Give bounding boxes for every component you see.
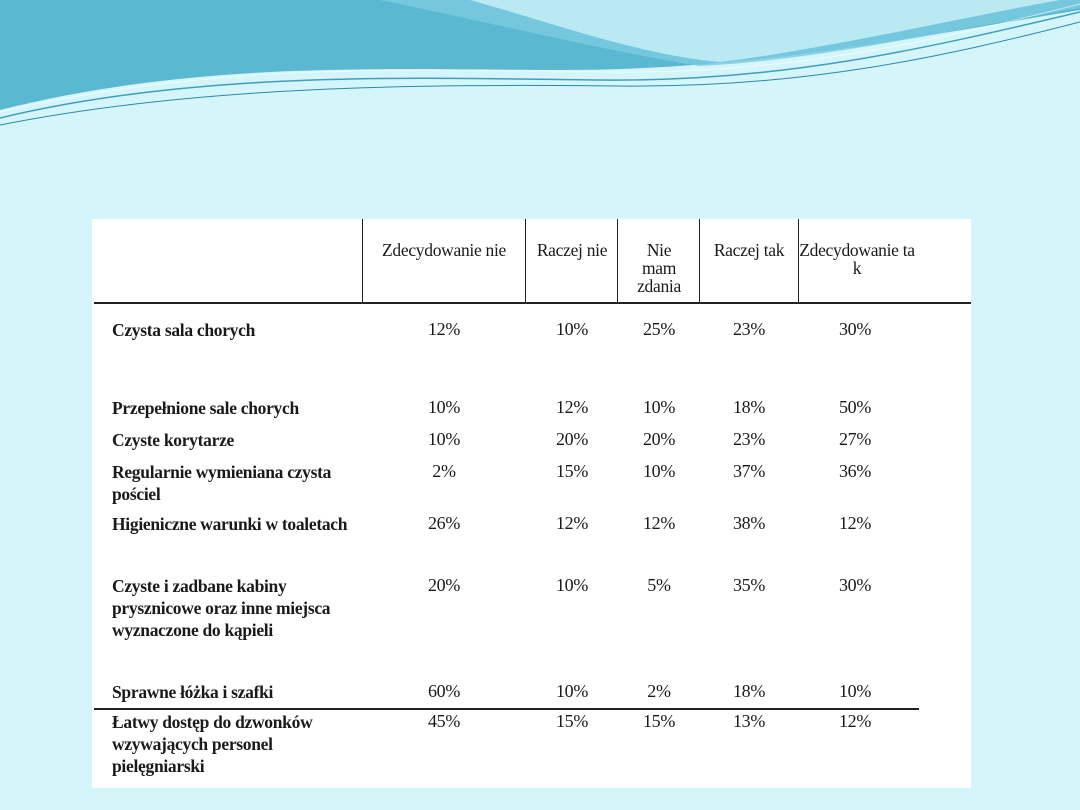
table-cell: 36% bbox=[838, 461, 872, 481]
table-cell: 45% bbox=[427, 711, 461, 731]
table-cell: 37% bbox=[732, 461, 766, 481]
row-label: Higieniczne warunki w toaletach bbox=[112, 514, 348, 534]
table-cell: 10% bbox=[555, 681, 589, 701]
table-cell: 26% bbox=[427, 513, 461, 533]
table-cell: 35% bbox=[732, 575, 766, 595]
last-row-rule bbox=[94, 708, 919, 710]
table-cell: 12% bbox=[838, 711, 872, 731]
table-cell: 10% bbox=[555, 575, 589, 595]
table-cell: 10% bbox=[838, 681, 872, 701]
table-cell: 12% bbox=[838, 513, 872, 533]
survey-table bbox=[92, 219, 971, 788]
table-cell: 2% bbox=[432, 461, 456, 481]
row-label: Czyste korytarze bbox=[112, 430, 235, 450]
table-cell: 23% bbox=[732, 429, 766, 449]
table-cell: 27% bbox=[838, 429, 872, 449]
column-divider bbox=[362, 219, 363, 303]
column-header: Zdecydowanie tak bbox=[799, 240, 915, 278]
table-cell: 2% bbox=[647, 681, 671, 701]
table-cell: 30% bbox=[838, 575, 872, 595]
column-header: Zdecydowanie nie bbox=[382, 240, 506, 260]
row-label: Przepełnione sale chorych bbox=[112, 398, 299, 418]
column-divider bbox=[699, 219, 700, 303]
column-divider bbox=[617, 219, 618, 303]
header-rule bbox=[94, 302, 971, 304]
table-cell: 12% bbox=[642, 513, 676, 533]
column-header: Raczej nie bbox=[536, 240, 608, 260]
table-cell: 12% bbox=[555, 397, 589, 417]
table-cell: 30% bbox=[838, 319, 872, 339]
column-divider bbox=[525, 219, 526, 303]
table-cell: 38% bbox=[732, 513, 766, 533]
table-cell: 23% bbox=[732, 319, 766, 339]
row-label: Łatwy dostęp do dzwonków wzywających personel pielęgniarski bbox=[112, 712, 313, 776]
table-cell: 10% bbox=[427, 429, 461, 449]
column-header: Nie mam zdania bbox=[637, 240, 681, 296]
table-cell: 10% bbox=[427, 397, 461, 417]
row-label: Regularnie wymieniana czysta pościel bbox=[112, 462, 332, 504]
table-cell: 20% bbox=[555, 429, 589, 449]
table-cell: 10% bbox=[555, 319, 589, 339]
decorative-wave bbox=[0, 0, 1080, 140]
table-cell: 18% bbox=[732, 681, 766, 701]
table-cell: 10% bbox=[642, 461, 676, 481]
row-label: Czyste i zadbane kabiny prysznicowe oraz inne miejsca wyznaczone do kąpieli bbox=[112, 576, 331, 640]
table-cell: 12% bbox=[555, 513, 589, 533]
row-label: Sprawne łóżka i szafki bbox=[112, 682, 274, 702]
table-cell: 20% bbox=[642, 429, 676, 449]
table-cell: 13% bbox=[732, 711, 766, 731]
table-cell: 50% bbox=[838, 397, 872, 417]
table-cell: 12% bbox=[427, 319, 461, 339]
table-cell: 5% bbox=[647, 575, 671, 595]
table-cell: 15% bbox=[642, 711, 676, 731]
table-cell: 15% bbox=[555, 461, 589, 481]
table-cell: 20% bbox=[427, 575, 461, 595]
table-cell: 10% bbox=[642, 397, 676, 417]
table-cell: 60% bbox=[427, 681, 461, 701]
column-header: Raczej tak bbox=[713, 240, 785, 260]
row-label: Czysta sala chorych bbox=[112, 320, 256, 340]
table-cell: 18% bbox=[732, 397, 766, 417]
table-cell: 15% bbox=[555, 711, 589, 731]
table-cell: 25% bbox=[642, 319, 676, 339]
